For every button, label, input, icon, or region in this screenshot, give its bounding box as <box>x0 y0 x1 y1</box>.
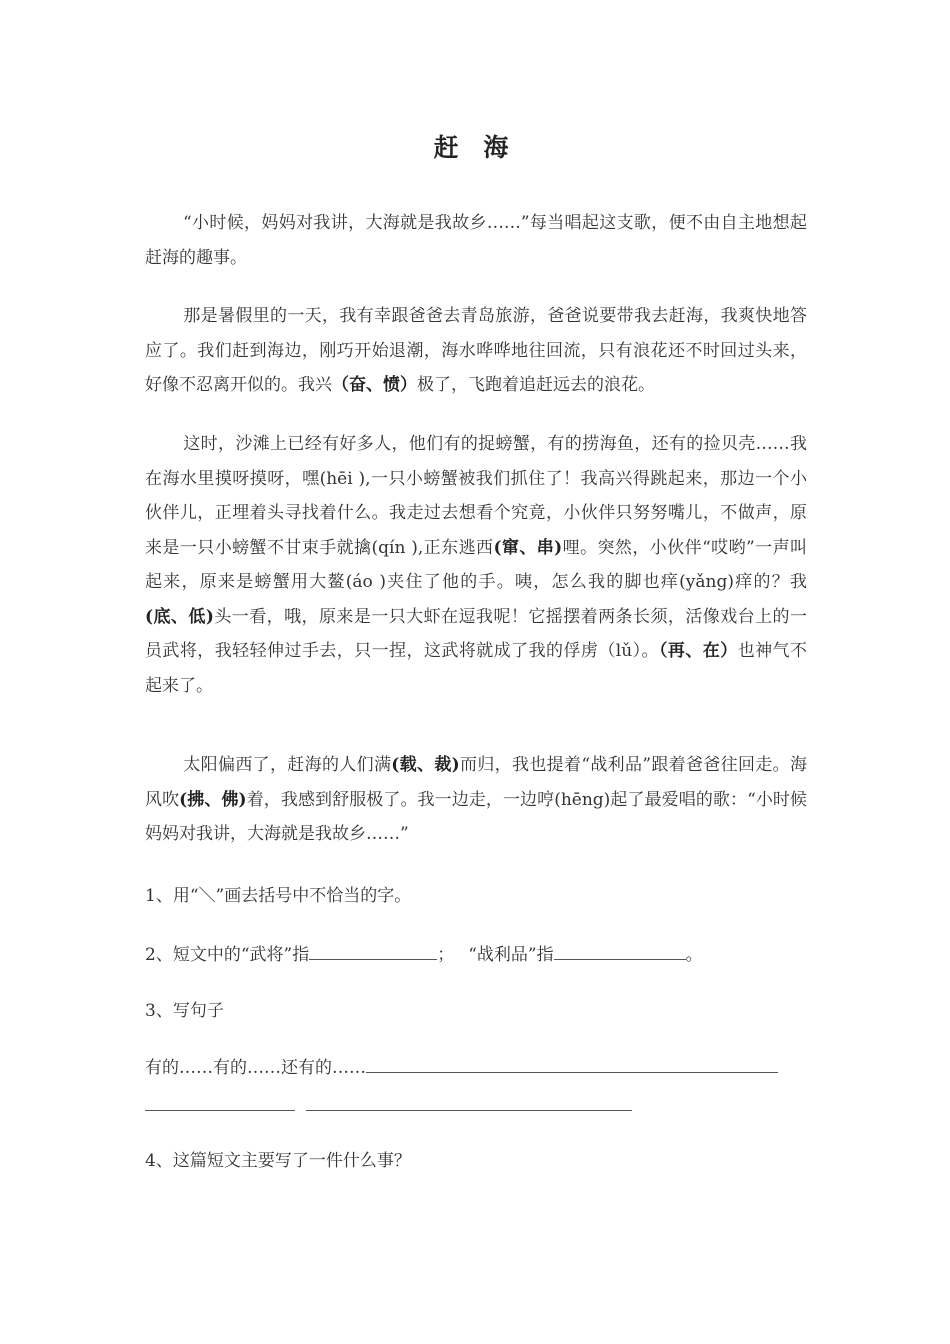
paragraph-3-text-4: 也神气不起来了。 <box>145 641 807 696</box>
paragraph-1-text: “小时候，妈妈对我讲，大海就是我故乡……”每当唱起这支歌，便不由自主地想起赶海的趣事。 <box>145 213 807 268</box>
question-2-separator: ； <box>437 945 455 965</box>
choice-cuan: (窜、串) <box>493 537 563 558</box>
question-2-end: 。 <box>685 945 703 965</box>
choice-zai-load: (载、裁) <box>391 755 460 775</box>
page-title: 赶 海 <box>433 133 517 162</box>
question-3-prompt <box>145 1052 778 1083</box>
choice-zai: （再、在） <box>659 641 738 661</box>
answer-blank-wujiang[interactable] <box>309 939 437 960</box>
paragraph-3-text-3: 头一看，哦，原来是一只大虾在逗我呢！它摇摆着两条长须，活像戏台上的一员武将，我轻轻伸过手去，只一捏，这武将就成了我的俘虏（lǔ）。 <box>145 606 808 661</box>
choice-fu: (拂、佛) <box>179 789 247 810</box>
choice-fen: （奋、愤） <box>332 375 417 395</box>
choice-di: (底、低) <box>145 606 214 627</box>
paragraph-3-text-2: 哩。突然，小伙伴“哎哟”一声叫起来，原来是螃蟹用大鳌(áo )夹住了他的手。咦，怎么我的脚也痒(yǎng)痒的？我 <box>145 537 807 592</box>
paragraph-3 <box>145 427 807 703</box>
sentence-pattern: 有的……有的……还有的…… <box>145 1058 366 1078</box>
paragraph-4 <box>145 748 807 852</box>
paragraph-2-text-1: 那是暑假里的一天，我有幸跟爸爸去青岛旅游，爸爸说要带我去赶海，我爽快地答应了。我们赶到海边，刚巧开始退潮，海水哗哗地往回流，只有浪花还不时回过头来，好像不忍离开似的。我兴 <box>145 306 807 395</box>
paragraph-1 <box>145 206 807 275</box>
question-1: 1、用“＼”画去括号中不恰当的字。 <box>145 886 412 906</box>
question-2-text-b: “战利品”指 <box>468 945 554 965</box>
answer-blank-sentence-2b[interactable] <box>306 1110 632 1111</box>
paragraph-2-text-2: 极了，飞跑着追赶远去的浪花。 <box>417 375 655 395</box>
answer-blank-sentence-1[interactable] <box>366 1052 778 1073</box>
answer-blank-zhanlipin[interactable] <box>554 939 686 960</box>
paragraph-3-text-1: 这时，沙滩上已经有好多人，他们有的捉螃蟹，有的捞海鱼，还有的捡贝壳……我在海水里摸呀摸呀，嘿(hēi ),一只小螃蟹被我们抓住了！我高兴得跳起来，那边一个小伙伴儿，正埋着头寻找着什么。我走过去想看个究竟，小伙伴只努努嘴儿，不做声，原来是一只小螃蟹不甘束手就擒(qín ),正东逃西 <box>145 434 807 558</box>
paragraph-4-text-3: 着，我感到舒服极了。我一边走，一边哼(hēng)起了最爱唱的歌：“小时候妈妈对我讲，大海就是我故乡……” <box>145 789 808 844</box>
paragraph-4-text-2: 而归，我也提着“战利品”跟着爸爸往回走。海风吹 <box>145 755 807 810</box>
paragraph-2 <box>145 299 807 403</box>
question-3: 3、写句子 <box>145 1001 224 1021</box>
question-2 <box>145 939 703 970</box>
paragraph-4-text-1: 太阳偏西了，赶海的人们满 <box>183 755 392 775</box>
answer-blank-sentence-2a[interactable] <box>145 1110 295 1111</box>
question-2-text-a: 2、短文中的“武将”指 <box>145 945 310 965</box>
question-4: 4、这篇短文主要写了一件什么事？ <box>145 1151 411 1171</box>
